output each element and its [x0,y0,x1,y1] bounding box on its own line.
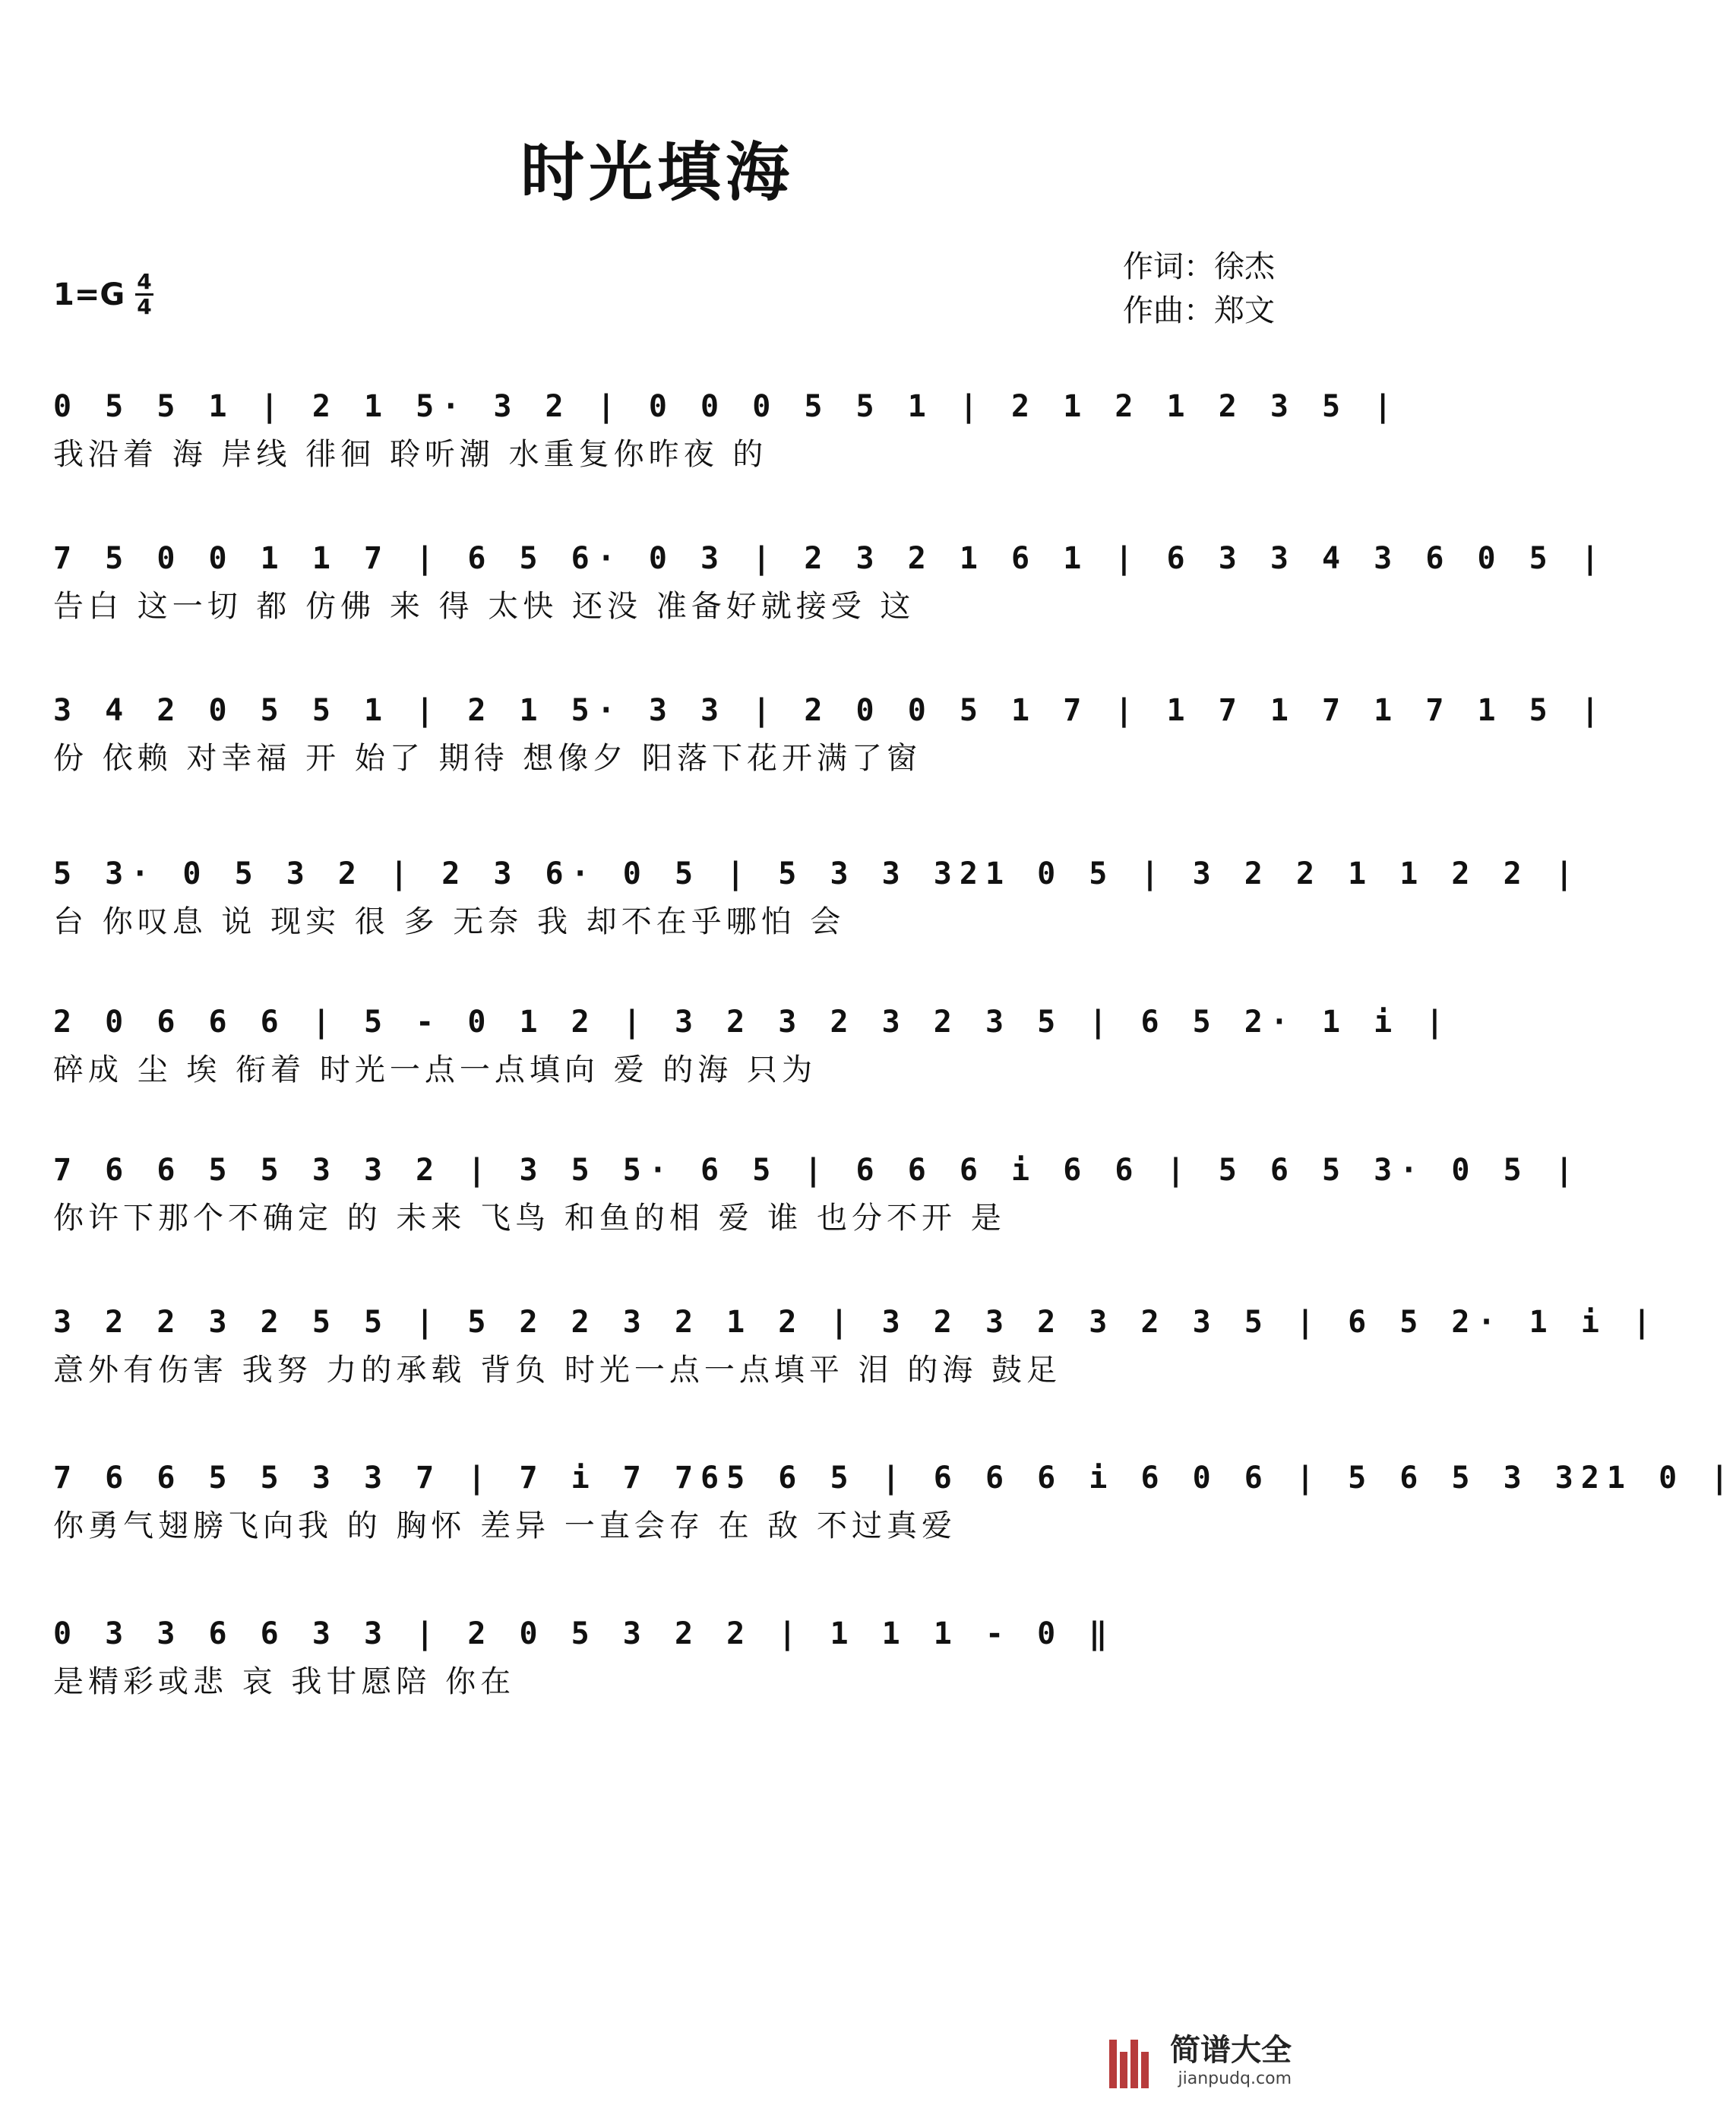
time-signature-top: 4 [137,269,152,294]
notation-line: 7 6 6 5 5 3 3 7 | 7 i 7 765 6 5 | 6 6 6 i 6 0 6 | 5 6 5 3 321 0 | [53,1461,1736,1496]
time-signature [135,271,153,318]
lyrics-line: 是精彩或悲 哀 我甘愿陪 你在 [53,1664,516,1699]
notation-line: 0 3 3 6 6 3 3 | 2 0 5 3 2 2 | 1 1 1 - 0 ‖ [53,1616,1115,1651]
lyricist-credit: 作词：徐杰 [1123,249,1275,284]
notation-line: 3 2 2 3 2 5 5 | 5 2 2 3 2 1 2 | 3 2 3 2 3 2 3 5 | 6 5 2· 1 i | [53,1305,1659,1340]
notation-line: 2 0 6 6 6 | 5 - 0 1 2 | 3 2 3 2 3 2 3 5 | 6 5 2· 1 i | [53,1005,1452,1040]
key-label: 1=G [53,277,125,312]
notation-line: 7 6 6 5 5 3 3 2 | 3 5 5· 6 5 | 6 6 6 i 6 6 | 5 6 5 3· 0 5 | [53,1153,1581,1188]
notation-line: 0 5 5 1 | 2 1 5· 3 2 | 0 0 0 5 5 1 | 2 1 2 1 2 3 5 | [53,389,1400,424]
notation-line: 5 3· 0 5 3 2 | 2 3 6· 0 5 | 5 3 3 321 0 5 | 3 2 2 1 1 2 2 | [53,856,1581,891]
credits [1123,245,1275,333]
lyrics-line: 告白 这一切 都 仿佛 来 得 太快 还没 准备好就接受 这 [53,589,915,624]
watermark-site-name: 简谱大全 [1170,2033,1292,2068]
lyrics-line: 意外有伤害 我努 力的承载 背负 时光一点一点填平 泪 的海 鼓足 [53,1353,1062,1388]
site-watermark [1109,2026,1292,2088]
time-signature-bottom: 4 [137,294,152,319]
lyrics-line: 份 依赖 对幸福 开 始了 期待 想像夕 阳落下花开满了窗 [53,741,922,776]
lyrics-line: 我沿着 海 岸线 徘徊 聆听潮 水重复你昨夜 的 [53,437,768,472]
lyrics-line: 台 你叹息 说 现实 很 多 无奈 我 却不在乎哪怕 会 [53,904,846,939]
song-title: 时光填海 [520,135,794,210]
lyrics-line: 你许下那个不确定 的 未来 飞鸟 和鱼的相 爱 谁 也分不开 是 [53,1201,1006,1236]
piano-logo-icon [1109,2040,1162,2088]
watermark-url: jianpudq.com [1178,2069,1292,2088]
composer-credit: 作曲：郑文 [1123,293,1275,328]
lyrics-line: 碎成 尘 埃 衔着 时光一点一点填向 爱 的海 只为 [53,1052,817,1087]
key-signature [53,271,153,318]
notation-line: 3 4 2 0 5 5 1 | 2 1 5· 3 3 | 2 0 0 5 1 7 | 1 7 1 7 1 7 1 5 | [53,693,1607,728]
notation-line: 7 5 0 0 1 1 7 | 6 5 6· 0 3 | 2 3 2 1 6 1 | 6 3 3 4 3 6 0 5 | [53,541,1607,576]
lyrics-line: 你勇气翅膀飞向我 的 胸怀 差异 一直会存 在 敌 不过真爱 [53,1508,957,1543]
